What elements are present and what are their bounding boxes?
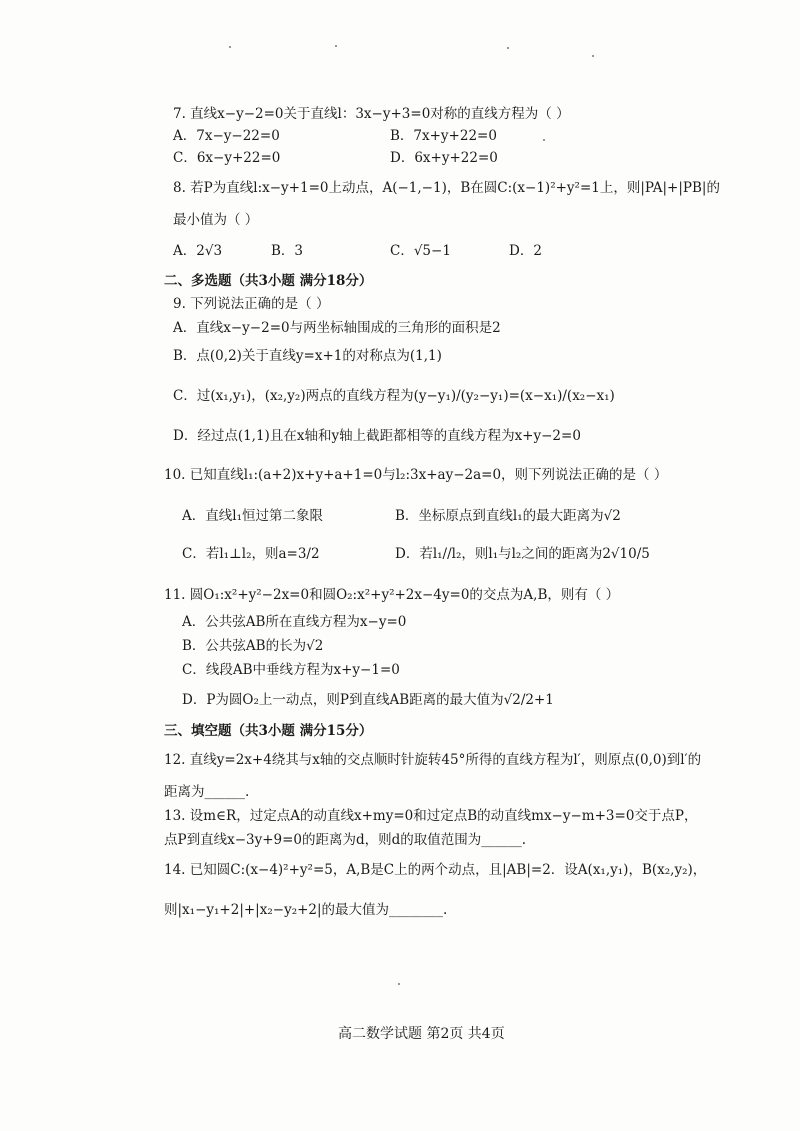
q13-stem-continued: 点P到直线x−3y+9=0的距离为d，则d的取值范围为______. <box>164 832 527 848</box>
q10-option-a: A．直线l₁恒过第二象限 <box>182 508 323 524</box>
scan-speck <box>229 46 231 48</box>
scan-speck <box>543 139 545 141</box>
q10-option-b: B．坐标原点到直线l₁的最大距离为√2 <box>395 508 621 524</box>
q13-stem: 13. 设m∈R，过定点A的动直线x+my=0和过定点B的动直线mx−y−m+3=0交于点P， <box>164 808 698 824</box>
q10-option-c: C．若l₁⊥l₂，则a=3/2 <box>182 546 320 562</box>
section-heading-multiple-choice: 二、多选题（共3小题 满分18分） <box>164 273 373 289</box>
q14-stem: 14. 已知圆C:(x−4)²+y²=5，A,B是C上的两个动点，且|AB|=2．设A(x₁,y₁)，B(x₂,y₂)， <box>164 862 707 878</box>
q7-option-c: C．6x−y+22=0 <box>173 150 281 166</box>
q9-option-a: A．直线x−y−2=0与两坐标轴围成的三角形的面积是2 <box>173 320 501 336</box>
q14-stem-continued: 则|x₁−y₁+2|+|x₂−y₂+2|的最大值为________. <box>164 902 448 918</box>
q11-option-a: A．公共弦AB所在直线方程为x−y=0 <box>182 614 407 630</box>
q9-option-c: C．过(x₁,y₁)，(x₂,y₂)两点的直线方程为(y−y₁)/(y₂−y₁)=(x−x₁)/(x₂−x₁) <box>173 388 615 404</box>
q10-option-d: D．若l₁//l₂，则l₁与l₂之间的距离为2√10/5 <box>395 546 650 562</box>
page-footer: 高二数学试题 第2页 共4页 <box>338 1026 505 1042</box>
section-heading-fill-in: 三、填空题（共3小题 满分15分） <box>164 723 373 739</box>
q12-stem-continued: 距离为______. <box>164 784 250 800</box>
q11-option-b: B．公共弦AB的长为√2 <box>182 638 324 654</box>
q8-option-b: B．3 <box>271 243 304 259</box>
q7-stem: 7. 直线x−y−2=0关于直线l：3x−y+3=0对称的直线方程为（ ） <box>173 106 570 122</box>
scan-speck <box>398 983 400 985</box>
q7-option-a: A．7x−y−22=0 <box>173 128 280 144</box>
q8-option-d: D．2 <box>509 243 542 259</box>
q9-option-b: B．点(0,2)关于直线y=x+1的对称点为(1,1) <box>173 348 442 364</box>
q7-option-b: B．7x+y+22=0 <box>390 128 497 144</box>
q8-stem-continued: 最小值为（ ） <box>173 212 259 228</box>
q12-stem: 12. 直线y=2x+4绕其与x轴的交点顺时针旋转45°所得的直线方程为l′，则原点(0,0)到l′的 <box>164 752 702 768</box>
q11-option-d: D．P为圆O₂上一动点，则P到直线AB距离的最大值为√2/2+1 <box>182 692 554 708</box>
scan-speck <box>507 47 509 49</box>
q9-stem: 9. 下列说法正确的是（ ） <box>173 296 330 312</box>
q10-stem: 10. 已知直线l₁:(a+2)x+y+a+1=0与l₂:3x+ay−2a=0，则下列说法正确的是（ ） <box>164 467 668 483</box>
q7-option-d: D．6x+y+22=0 <box>390 150 498 166</box>
q9-option-d: D．经过点(1,1)且在x轴和y轴上截距都相等的直线方程为x+y−2=0 <box>173 428 581 444</box>
q8-stem: 8. 若P为直线l:x−y+1=0上动点，A(−1,−1)，B在圆C:(x−1)²+y²=1上，则|PA|+|PB|的 <box>173 180 720 196</box>
q8-option-a: A．2√3 <box>173 243 223 259</box>
q11-stem: 11. 圆O₁:x²+y²−2x=0和圆O₂:x²+y²+2x−4y=0的交点为A,B，则有（ ） <box>164 587 620 603</box>
scan-speck <box>592 55 594 57</box>
scan-speck <box>335 45 337 47</box>
q11-option-c: C．线段AB中垂线方程为x+y−1=0 <box>182 662 400 678</box>
q8-option-c: C．√5−1 <box>390 243 451 259</box>
